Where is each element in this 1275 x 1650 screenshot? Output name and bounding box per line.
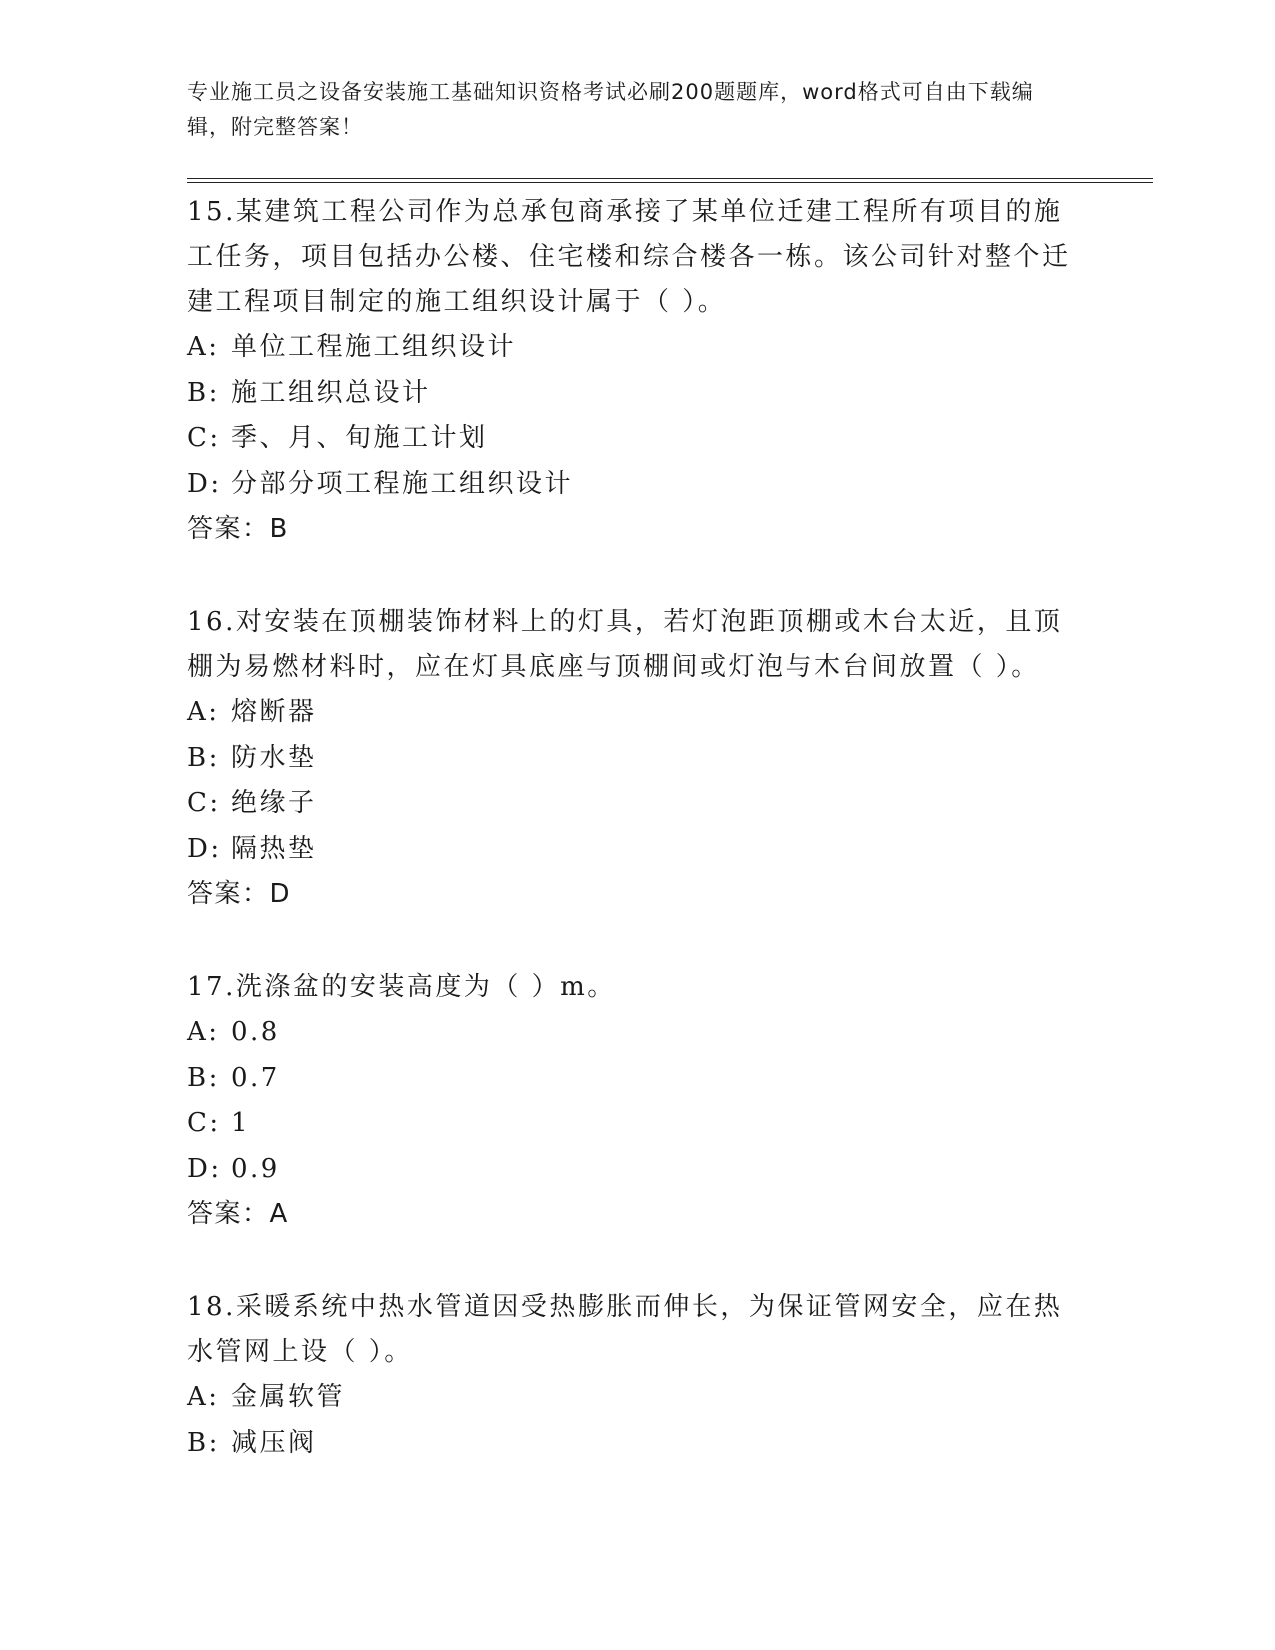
header-divider-bottom [187, 182, 1153, 183]
option-text: 减压阀 [231, 1427, 317, 1458]
option-a [187, 1010, 1087, 1056]
option-letter: A: [187, 1017, 220, 1047]
option-text: 0.8 [231, 1017, 280, 1047]
question-list [187, 190, 1087, 1466]
option-b [187, 1421, 1087, 1467]
option-text: 季、月、旬施工计划 [231, 423, 488, 453]
option-letter: C: [187, 788, 221, 818]
option-text: 防水垫 [231, 742, 317, 773]
question-stem: 18.采暖系统中热水管道因受热膨胀而伸长，为保证管网安全，应在热水管网上设（ ）。 [187, 1292, 1063, 1367]
option-letter: A: [187, 332, 220, 362]
answer-line: 答案：A [187, 1199, 289, 1229]
question-stem: 15.某建筑工程公司作为总承包商承接了某单位迁建工程所有项目的施工任务，项目包括办公楼、住宅楼和综合楼各一栋。该公司针对整个迁建工程项目制定的施工组织设计属于（ ）。 [187, 197, 1071, 317]
option-c [187, 416, 1087, 462]
answer-line: 答案：B [187, 514, 289, 544]
question-stem: 17.洗涤盆的安装高度为（ ）m。 [187, 972, 616, 1002]
option-letter: B: [187, 1427, 220, 1458]
option-letter: A: [187, 1382, 220, 1412]
header-divider-top [187, 178, 1153, 179]
option-text: 0.7 [231, 1062, 280, 1093]
option-a [187, 325, 1087, 371]
option-text: 1 [231, 1108, 251, 1138]
option-text: 绝缘子 [231, 788, 317, 818]
option-text: 单位工程施工组织设计 [231, 332, 517, 362]
option-letter: B: [187, 1062, 220, 1093]
question-stem: 16.对安装在顶棚装饰材料上的灯具，若灯泡距顶棚或木台太近，且顶棚为易燃材料时，应在灯具底座与顶棚间或灯泡与木台间放置（ ）。 [187, 607, 1063, 682]
option-d [187, 462, 1087, 508]
option-b [187, 371, 1087, 417]
option-d [187, 827, 1087, 873]
option-d [187, 1147, 1087, 1193]
option-text: 施工组织总设计 [231, 377, 431, 408]
option-letter: C: [187, 1108, 221, 1138]
option-text: 分部分项工程施工组织设计 [231, 468, 574, 499]
option-a [187, 690, 1087, 736]
option-text: 金属软管 [231, 1382, 346, 1412]
option-text: 熔断器 [231, 697, 317, 727]
question-15 [187, 190, 1087, 552]
option-c [187, 1101, 1087, 1147]
option-letter: B: [187, 742, 220, 773]
option-letter: D: [187, 1153, 222, 1184]
option-text: 0.9 [231, 1153, 280, 1184]
option-letter: A: [187, 697, 220, 727]
option-letter: D: [187, 833, 222, 864]
question-17 [187, 965, 1087, 1237]
option-b [187, 1056, 1087, 1102]
option-b [187, 736, 1087, 782]
question-18 [187, 1285, 1087, 1466]
answer-line: 答案：D [187, 879, 292, 909]
option-letter: C: [187, 423, 221, 453]
document-header: 专业施工员之设备安装施工基础知识资格考试必刷200题题库，word格式可自由下载编辑，附完整答案！ [187, 80, 1034, 139]
option-letter: D: [187, 468, 222, 499]
option-a [187, 1375, 1087, 1421]
option-letter: B: [187, 377, 220, 408]
question-16 [187, 600, 1087, 917]
option-c [187, 781, 1087, 827]
option-text: 隔热垫 [231, 833, 317, 864]
